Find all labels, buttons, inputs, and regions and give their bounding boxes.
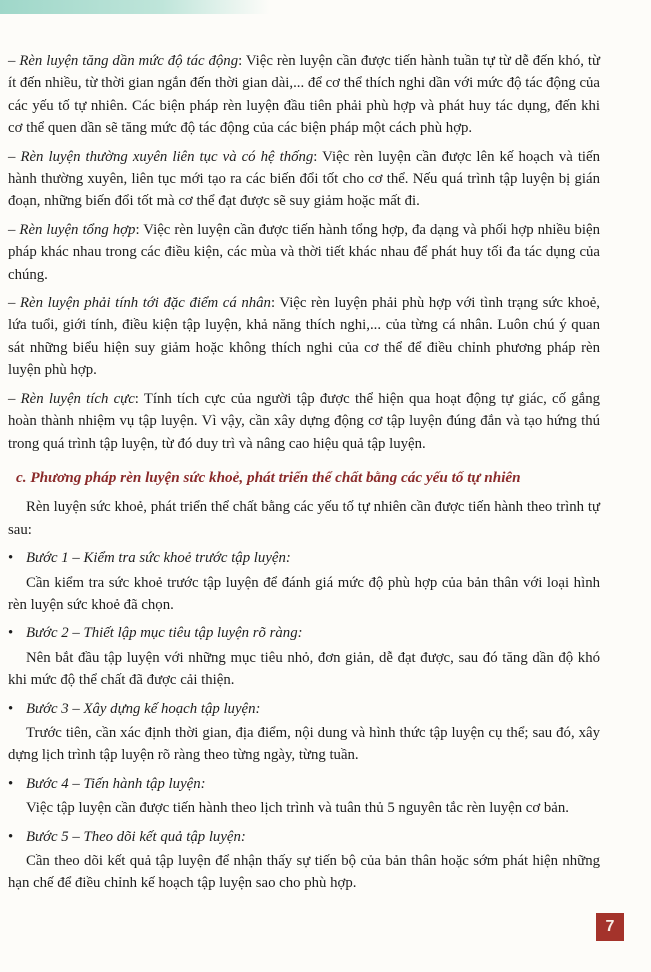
- page-number-badge: 7: [596, 913, 624, 941]
- page-content: [8, 50, 600, 898]
- step-3: [8, 698, 600, 767]
- dash: –: [8, 148, 16, 165]
- principle-1: [8, 50, 600, 140]
- section-intro: Rèn luyện sức khoẻ, phát triển thể chất bằng các yếu tố tự nhiên cần được tiến hành theo trình tự sau:: [8, 499, 600, 538]
- dash: –: [8, 221, 16, 238]
- step-title: [8, 826, 600, 848]
- bullet-icon: •: [8, 775, 14, 792]
- step-title: [8, 547, 600, 569]
- step-5: [8, 826, 600, 895]
- bullet-icon: •: [8, 550, 14, 567]
- principle-2: [8, 146, 600, 213]
- dash: –: [8, 390, 16, 407]
- step-title-text: Bước 4 – Tiến hành tập luyện:: [26, 775, 206, 792]
- principle-title: Rèn luyện phải tính tới đặc điểm cá nhân: [20, 295, 271, 312]
- step-4: [8, 773, 600, 820]
- step-title: [8, 773, 600, 795]
- bullet-icon: •: [8, 700, 14, 717]
- bullet-icon: •: [8, 625, 14, 642]
- step-body: Việc tập luyện cần được tiến hành theo lịch trình và tuân thủ 5 nguyên tắc rèn luyện cơ bản.: [26, 800, 569, 817]
- principle-title: Rèn luyện thường xuyên liên tục và có hệ thống: [20, 148, 314, 165]
- principle-4: [8, 292, 600, 382]
- dash: –: [8, 53, 16, 69]
- dash: –: [8, 295, 16, 312]
- principle-text: : Việc rèn luyện cần được tiến hành tuần tự từ dễ đến khó, từ ít đến nhiều, từ thời gian ngắn đến thời gian dài,... để cơ thể thích nghi dần với mức độ tác động của các yếu tố tự nhiên. Các biện pháp rèn luyện đầu tiên phải phù hợp và phát huy tác dụng, đến khi cơ thể quen dần sẽ tăng mức độ tác động của các biện pháp một cách phù hợp.: [8, 53, 600, 137]
- principle-3: [8, 219, 600, 286]
- step-body: Trước tiên, cần xác định thời gian, địa điểm, nội dung và hình thức tập luyện cụ thể; sau đó, xây dựng lịch trình tập luyện rõ ràng theo từng ngày, từng tuần.: [8, 724, 600, 764]
- step-body: Nên bắt đầu tập luyện với những mục tiêu nhỏ, đơn giản, dễ đạt được, sau đó tăng dần độ khó khi mức độ thể chất đã được cải thiện.: [8, 649, 600, 689]
- principle-title: Rèn luyện tăng dần mức độ tác động: [19, 53, 239, 69]
- step-title: [8, 622, 600, 644]
- principle-title: Rèn luyện tích cực: [20, 390, 135, 407]
- step-title-text: Bước 3 – Xây dựng kế hoạch tập luyện:: [26, 700, 261, 717]
- step-title: [8, 698, 600, 720]
- bullet-icon: •: [8, 828, 14, 845]
- principle-title: Rèn luyện tổng hợp: [19, 221, 136, 238]
- step-title-text: Bước 2 – Thiết lập mục tiêu tập luyện rõ ràng:: [26, 625, 303, 642]
- principle-5: [8, 388, 600, 455]
- principle-text: : Tính tích cực của người tập được thể hiện qua hoạt động tự giác, cố gắng hoàn thành nhiệm vụ tập luyện. Vì vậy, cần xây dựng động cơ tập luyện đúng đắn và tạo hứng thú trong quá trình tập luyện, từ đó duy trì và nâng cao hiệu quả tập luyện.: [8, 390, 600, 452]
- principle-text: : Việc rèn luyện phải phù hợp với tình trạng sức khoẻ, lứa tuổi, giới tính, điều kiện tập luyện, khả năng thích nghi,... của từng cá nhân. Luôn chú ý quan sát những biểu hiện suy giảm hoặc không thích nghi của cơ thể để điều chỉnh phương pháp rèn luyện phù hợp.: [8, 295, 601, 379]
- step-body: Cần theo dõi kết quả tập luyện để nhận thấy sự tiến bộ của bản thân hoặc sớm phát hiện những hạn chế để điều chỉnh kế hoạch tập luyện sao cho phù hợp.: [8, 853, 600, 892]
- principle-text: : Việc rèn luyện cần được tiến hành tổng hợp, đa dạng và phối hợp nhiều biện pháp khác nhau trong các điều kiện, các mùa và thời tiết khác nhau để phát huy tối đa tác dụng của chúng.: [8, 221, 600, 283]
- step-2: [8, 622, 600, 691]
- decorative-top-band: [0, 0, 270, 14]
- step-body: Cần kiểm tra sức khoẻ trước tập luyện để đánh giá mức độ phù hợp của bản thân với loại hình rèn luyện sức khoẻ đã chọn.: [8, 574, 600, 613]
- section-heading: c. Phương pháp rèn luyện sức khoẻ, phát triển thể chất bằng các yếu tố tự nhiên: [16, 468, 521, 486]
- step-title-text: Bước 1 – Kiểm tra sức khoẻ trước tập luyện:: [26, 550, 291, 567]
- step-1: [8, 547, 600, 616]
- step-title-text: Bước 5 – Theo dõi kết quả tập luyện:: [26, 828, 246, 845]
- principle-text: : Việc rèn luyện cần được lên kế hoạch và tiến hành thường xuyên, liên tục mới tạo ra các biến đổi tốt cho cơ thể. Nếu quá trình tập luyện bị gián đoạn, những biến đổi tốt mà cơ thể đạt được sẽ suy giảm hoặc mất đi.: [8, 148, 601, 210]
